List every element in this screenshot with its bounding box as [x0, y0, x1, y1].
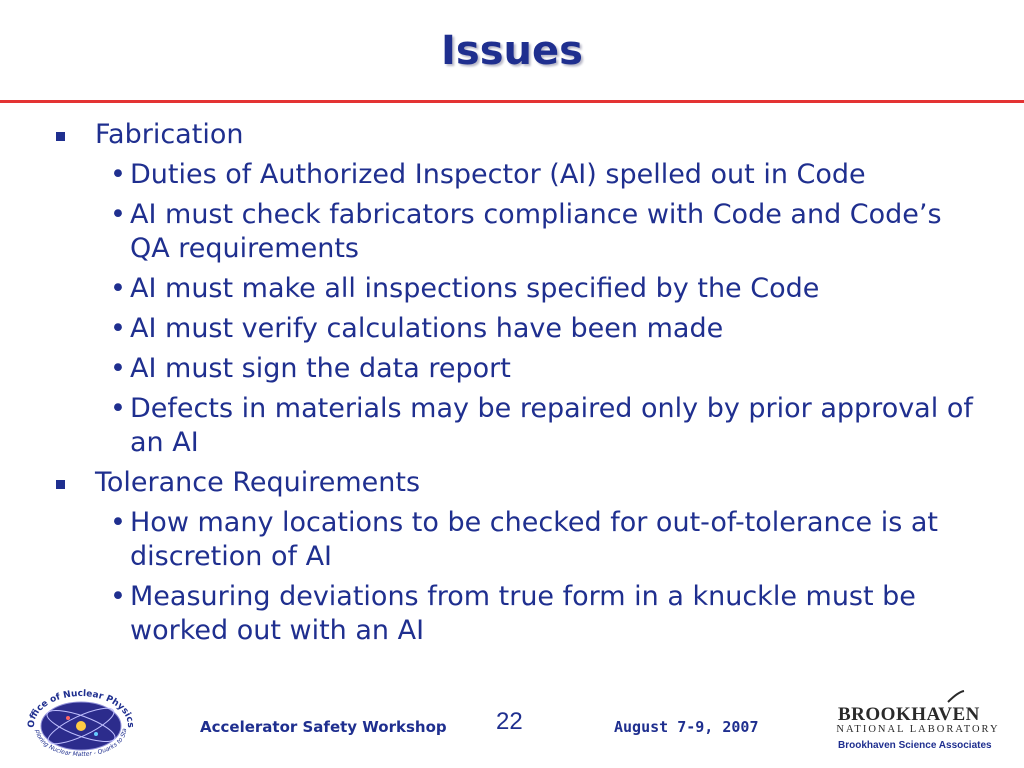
title-divider — [0, 100, 1024, 103]
sub-bullet-text: Duties of Authorized Inspector (AI) spelled out in Code — [130, 159, 866, 190]
sub-bullet-item — [110, 352, 982, 386]
square-bullet-icon — [56, 132, 65, 141]
swoosh-icon — [830, 690, 1006, 704]
square-bullet-icon — [56, 480, 65, 489]
sub-bullet-text: How many locations to be checked for out-of-tolerance is at discretion of AI — [130, 507, 938, 572]
footer-event-name: Accelerator Safety Workshop — [200, 718, 447, 736]
sub-bullet-item — [110, 272, 982, 306]
dot-bullet-icon: • — [110, 393, 126, 424]
dot-bullet-icon: • — [110, 199, 126, 230]
sub-bullet-list — [52, 506, 982, 648]
sub-bullet-text: AI must verify calculations have been made — [130, 313, 724, 344]
logo-top-text: Office of Nuclear Physics — [26, 688, 136, 729]
nuclear-physics-logo — [20, 686, 142, 760]
slide-title: Issues — [441, 28, 583, 74]
brookhaven-assoc: Brookhaven Science Associates — [838, 740, 992, 751]
sub-bullet-item — [110, 506, 982, 574]
brookhaven-sub: NATIONAL LABORATORY — [836, 724, 1000, 735]
footer-date: August 7-9, 2007 — [614, 718, 759, 736]
dot-bullet-icon: • — [110, 273, 126, 304]
section-fabrication — [52, 118, 982, 460]
section-heading-row — [52, 118, 982, 152]
dot-bullet-icon: • — [110, 353, 126, 384]
slide-content — [52, 118, 982, 654]
sub-bullet-item — [110, 580, 982, 648]
brookhaven-logo — [830, 690, 1006, 754]
sub-bullet-text: AI must make all inspections specified by the Code — [130, 273, 820, 304]
dot-bullet-icon: • — [110, 507, 126, 538]
dot-bullet-icon: • — [110, 159, 126, 190]
sub-bullet-text: AI must check fabricators compliance with Code and Code’s QA requirements — [130, 199, 942, 264]
section-heading: Tolerance Requirements — [95, 467, 421, 498]
logo-bottom-text: ploring Nuclear Matter - Quarks to Sta — [33, 728, 129, 759]
sub-bullet-text: Defects in materials may be repaired only by prior approval of an AI — [130, 393, 973, 458]
dot-bullet-icon: • — [110, 581, 126, 612]
sub-bullet-item — [110, 158, 982, 192]
section-tolerance — [52, 466, 982, 648]
section-heading-row — [52, 466, 982, 500]
sub-bullet-list — [52, 158, 982, 460]
sub-bullet-item — [110, 312, 982, 346]
section-heading: Fabrication — [95, 119, 244, 150]
brookhaven-name: BROOKHAVEN — [838, 704, 980, 725]
atom-orbit-icon — [20, 686, 142, 760]
sub-bullet-item — [110, 392, 982, 460]
page-number: 22 — [496, 708, 523, 735]
dot-bullet-icon: • — [110, 313, 126, 344]
sub-bullet-item — [110, 198, 982, 266]
sub-bullet-text: Measuring deviations from true form in a knuckle must be worked out with an AI — [130, 581, 916, 646]
sub-bullet-text: AI must sign the data report — [130, 353, 511, 384]
